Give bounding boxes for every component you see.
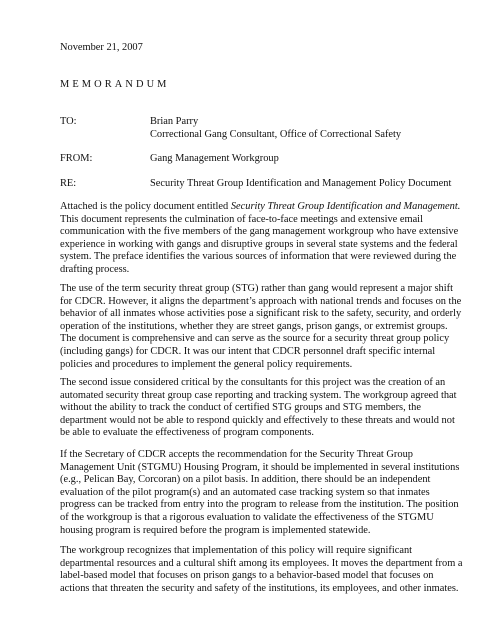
memo-title: MEMORANDUM [60, 79, 170, 90]
paragraph-line: department would not be able to respond quickly and effectively to these threats and would not [60, 414, 455, 426]
paragraph-line: automated security threat group case reporting and tracking system. The workgroup agreed that [60, 389, 457, 401]
paragraph-line: departmental resources and a cultural shift among its employees. It moves the department from a [60, 557, 463, 569]
paragraph-2 [60, 283, 462, 371]
paragraph-line: system. The preface identifies the various sources of information that were reviewed during the [60, 251, 457, 263]
paragraph-line: communication with the five members of the gang management workgroup who have extensive [60, 226, 459, 238]
paragraph-1 [60, 201, 461, 277]
paragraph-line: The workgroup recognizes that implementation of this policy will require significant [60, 545, 413, 556]
paragraph-line: behavior of all inmates whose activities pose a significant risk to the safety, security, and orderly [60, 308, 462, 320]
memo-date: November 21, 2007 [60, 42, 143, 53]
re-label: RE: [60, 178, 77, 189]
paragraph-line: The second issue considered critical by the consultants for this project was the creation of an [60, 377, 446, 388]
paragraph-4 [60, 449, 460, 537]
paragraph-5 [60, 545, 463, 595]
paragraph-line: This document represents the culmination of face-to-face meetings and extensive email [60, 213, 423, 225]
paragraph-line: Management Unit (STGMU) Housing Program, it should be implemented in several institutions [60, 461, 460, 473]
paragraph-line: experience in working with gangs and disruptive groups in several state systems and the federal [60, 238, 458, 250]
paragraph-line: operation of the institutions, whether they are street gangs, prison gangs, or extremist groups. [60, 320, 448, 332]
document-title-italic: Security Threat Group Identification and Management. [230, 201, 461, 212]
paragraph-line: progress can be tracked from entry into the program to release from the institution. The position [60, 499, 459, 511]
to-recipient [150, 116, 401, 141]
from-label: FROM: [60, 153, 93, 164]
paragraph-3 [60, 377, 457, 440]
paragraph-line: housing program is required before the program is implemented statewide. [60, 524, 371, 536]
paragraph-line: actions that threaten the security and safety of the institutions, its employees, and other inmates. [60, 582, 459, 594]
from-value: Gang Management Workgroup [150, 153, 279, 164]
paragraph-line: The document is comprehensive and can serve as the source for a security threat group policy [60, 333, 450, 345]
to-name: Brian Parry [150, 116, 199, 127]
to-title: Correctional Gang Consultant, Office of Correctional Safety [150, 128, 402, 140]
paragraph-line: evaluation of the pilot program(s) and an automated case tracking system so that inmates [60, 486, 430, 498]
paragraph-line: be able to evaluate the effectiveness of program components. [60, 427, 314, 439]
to-label: TO: [60, 116, 77, 127]
re-subject: Security Threat Group Identification and Management Policy Document [150, 178, 452, 189]
paragraph-line: (e.g., Pelican Bay, Corcoran) on a pilot basis. In addition, there should be an independent [60, 474, 431, 486]
paragraph-line [60, 201, 461, 214]
paragraph-line: label-based model that focuses on prison gangs to a behavior-based model that focuses on [60, 570, 434, 582]
paragraph-line: policies and procedures to implement the general policy requirements. [60, 358, 353, 370]
paragraph-text: Attached is the policy document entitled [60, 201, 231, 212]
paragraph-line: The use of the term security threat group (STG) rather than gang would represent a major shift [60, 283, 453, 294]
paragraph-line: drafting process. [60, 263, 130, 275]
paragraph-line: without the ability to track the conduct of certified STG groups and STG members, the [60, 402, 421, 414]
paragraph-line: for CDCR. However, it aligns the department’s approach with national trends and focuses on the [60, 295, 462, 307]
paragraph-line: If the Secretary of CDCR accepts the recommendation for the Security Threat Group [60, 449, 413, 460]
paragraph-line: (including gangs) for CDCR. It was our intent that CDCR personnel draft specific internal [60, 345, 436, 357]
paragraph-line: of the workgroup is that a rigorous evaluation to validate the effectiveness of the STGMU [60, 511, 434, 523]
